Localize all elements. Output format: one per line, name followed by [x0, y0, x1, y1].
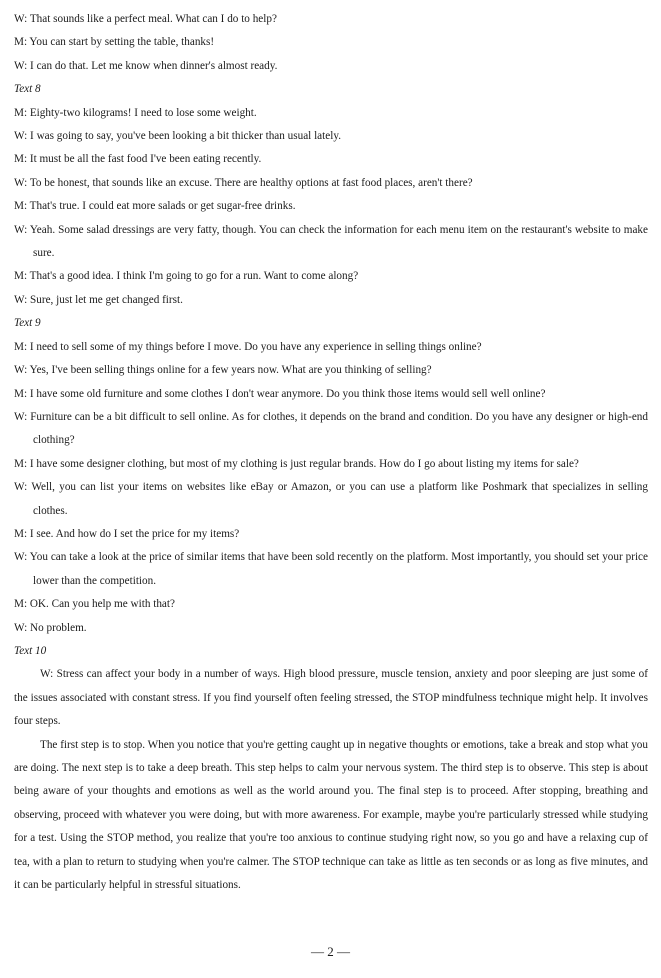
dialogue-line: W: Yes, I've been selling things online for a few years now. What are you thinking of selling?: [14, 364, 432, 377]
transcript-page: [14, 8, 648, 897]
dialogue-line: W: I was going to say, you've been looking a bit thicker than usual lately.: [14, 130, 341, 143]
dialogue-line: M: I have some designer clothing, but most of my clothing is just regular brands. How do I go about listing my items for sale?: [14, 457, 579, 470]
monologue-paragraph: W: Stress can affect your body in a number of ways. High blood pressure, muscle tension, anxiety and poor sleeping are just some of the issues associated with constant stress. If you find yourself often feeling stressed, the STOP mindfulness technique might help. It involves four steps.: [14, 668, 648, 728]
dialogue-line: M: I have some old furniture and some clothes I don't wear anymore. Do you think those items would sell well online?: [14, 387, 546, 400]
monologue-paragraph: The first step is to stop. When you notice that you're getting caught up in negative thoughts or emotions, take a break and stop what you are doing. The next step is to take a deep breath. This step helps to calm your nervous system. The third step is to observe. This step is about being aware of your thoughts and emotions as well as the world around you. The final step is to proceed. After stopping, breathing and observing, proceed with whatever you were doing, but with more awareness. For example, maybe you're particularly stressed while studying for a test. Using the STOP method, you realize that you're too anxious to continue studying right now, so you go and have a relaxing cup of tea, with a plan to return to studying when you're calmer. The STOP technique can take as little as ten seconds or as long as five minutes, and it can be particularly helpful in stressful situations.: [14, 738, 648, 892]
dialogue-line: M: That's a good idea. I think I'm going to go for a run. Want to come along?: [14, 270, 359, 283]
dialogue-line: M: OK. Can you help me with that?: [14, 598, 175, 611]
page-number: — 2 —: [311, 944, 350, 959]
dialogue-line: W: No problem.: [14, 621, 87, 634]
dialogue-line: M: That's true. I could eat more salads or get sugar-free drinks.: [14, 200, 296, 213]
dialogue-line: W: Yeah. Some salad dressings are very fatty, though. You can check the information for each menu item on the restaurant's website to make sure.: [14, 223, 648, 260]
section-heading-text-10: Text 10: [14, 644, 47, 657]
dialogue-line: W: I can do that. Let me know when dinner's almost ready.: [14, 59, 278, 72]
dialogue-line: M: Eighty-two kilograms! I need to lose some weight.: [14, 106, 257, 119]
dialogue-line: M: I need to sell some of my things before I move. Do you have any experience in selling things online?: [14, 340, 482, 353]
dialogue-line: W: You can take a look at the price of similar items that have been sold recently on the platform. Most importantly, you should set your price lower than the competition.: [14, 551, 648, 587]
dialogue-line: W: That sounds like a perfect meal. What can I do to help?: [14, 13, 277, 25]
section-heading-text-9: Text 9: [14, 317, 41, 330]
dialogue-line: M: It must be all the fast food I've been eating recently.: [14, 153, 262, 166]
dialogue-line: W: Sure, just let me get changed first.: [14, 293, 183, 306]
dialogue-line: M: You can start by setting the table, thanks!: [14, 36, 215, 49]
dialogue-line: W: To be honest, that sounds like an excuse. There are healthy options at fast food places, aren't there?: [14, 176, 473, 189]
dialogue-line: W: Furniture can be a bit difficult to sell online. As for clothes, it depends on the brand and condition. Do you have any designer or high-end clothing?: [14, 410, 648, 447]
dialogue-line: W: Well, you can list your items on websites like eBay or Amazon, or you can use a platform like Poshmark that specializes in selling clothes.: [14, 481, 648, 517]
section-heading-text-8: Text 8: [14, 83, 41, 96]
dialogue-line: M: I see. And how do I set the price for my items?: [14, 527, 240, 540]
